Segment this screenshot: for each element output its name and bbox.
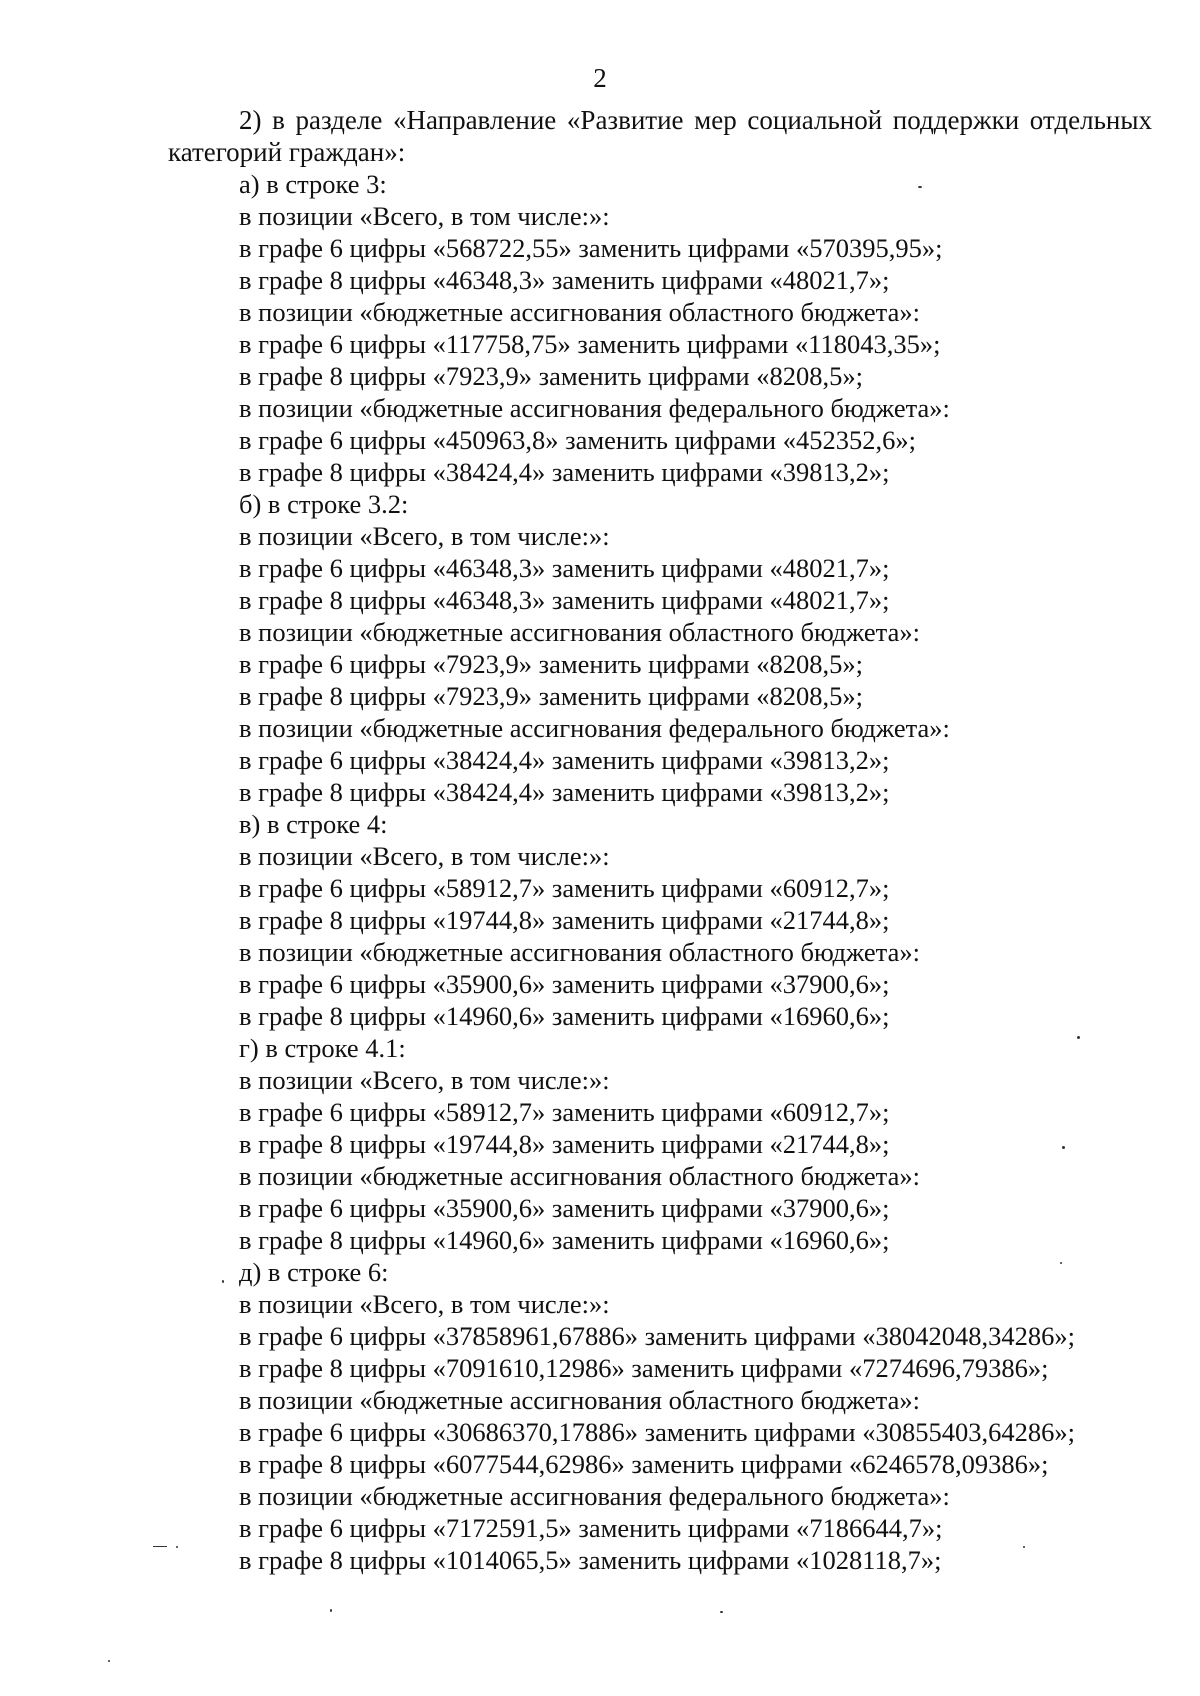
amendment-line: в графе 6 цифры «450963,8» заменить цифрами «452352,6»;	[239, 425, 916, 455]
amendment-line: д) в строке 6:	[239, 1257, 389, 1287]
scan-speck	[1023, 1546, 1025, 1548]
amendment-line: в графе 8 цифры «7923,9» заменить цифрами «8208,5»;	[239, 361, 863, 391]
scan-speck	[176, 1546, 178, 1548]
amendment-line: в позиции «бюджетные ассигнования областного бюджета»:	[239, 1385, 920, 1415]
amendment-line: в позиции «бюджетные ассигнования областного бюджета»:	[239, 1161, 920, 1191]
amendment-line: а) в строке 3:	[239, 169, 387, 199]
scan-speck	[1060, 1262, 1062, 1264]
amendment-line: в графе 6 цифры «30686370,17886» заменить цифрами «30855403,64286»;	[239, 1417, 1075, 1447]
section-intro-paragraph: 2) в разделе «Направление «Развитие мер социальной поддержки отдельных категорий граждан»:	[168, 105, 1152, 167]
scan-speck	[1062, 1146, 1065, 1149]
amendment-lines	[239, 168, 1169, 1576]
amendment-line: б) в строке 3.2:	[239, 489, 409, 519]
amendment-line: в позиции «бюджетные ассигнования областного бюджета»:	[239, 937, 920, 967]
amendment-line: в графе 6 цифры «35900,6» заменить цифрами «37900,6»;	[239, 1193, 890, 1223]
amendment-line: в позиции «бюджетные ассигнования федерального бюджета»:	[239, 393, 950, 423]
amendment-line: в графе 8 цифры «7923,9» заменить цифрами «8208,5»;	[239, 681, 863, 711]
amendment-line: в позиции «Всего, в том числе:»:	[239, 521, 610, 551]
amendment-line: в позиции «бюджетные ассигнования областного бюджета»:	[239, 297, 920, 327]
amendment-line: в позиции «бюджетные ассигнования федерального бюджета»:	[239, 1481, 950, 1511]
amendment-line: в графе 6 цифры «7923,9» заменить цифрами «8208,5»;	[239, 649, 863, 679]
scan-speck	[720, 1611, 723, 1613]
amendment-line: в графе 8 цифры «19744,8» заменить цифрами «21744,8»;	[239, 905, 890, 935]
amendment-line: в графе 8 цифры «14960,6» заменить цифрами «16960,6»;	[239, 1001, 890, 1031]
scan-speck	[330, 1609, 332, 1612]
amendment-line: в позиции «Всего, в том числе:»:	[239, 1289, 610, 1319]
amendment-line: в графе 6 цифры «46348,3» заменить цифрами «48021,7»;	[239, 553, 890, 583]
amendment-line: в графе 6 цифры «568722,55» заменить цифрами «570395,95»;	[239, 233, 943, 263]
scan-dash	[153, 1546, 167, 1547]
amendment-line: в графе 6 цифры «38424,4» заменить цифрами «39813,2»;	[239, 745, 890, 775]
amendment-line: в графе 6 цифры «58912,7» заменить цифрами «60912,7»;	[239, 873, 890, 903]
amendment-line: в графе 8 цифры «38424,4» заменить цифрами «39813,2»;	[239, 777, 890, 807]
amendment-line: в графе 8 цифры «7091610,12986» заменить цифрами «7274696,79386»;	[239, 1353, 1049, 1383]
amendment-line: г) в строке 4.1:	[239, 1033, 406, 1063]
scan-speck	[222, 1280, 224, 1283]
amendment-line: в графе 6 цифры «117758,75» заменить цифрами «118043,35»;	[239, 329, 941, 359]
amendment-line: в графе 6 цифры «58912,7» заменить цифрами «60912,7»;	[239, 1097, 890, 1127]
amendment-line: в графе 8 цифры «6077544,62986» заменить цифрами «6246578,09386»;	[239, 1449, 1049, 1479]
amendment-line: в графе 8 цифры «14960,6» заменить цифрами «16960,6»;	[239, 1225, 890, 1255]
scan-speck	[108, 1660, 110, 1662]
amendment-line: в графе 6 цифры «35900,6» заменить цифрами «37900,6»;	[239, 969, 890, 999]
amendment-line: в графе 8 цифры «46348,3» заменить цифрами «48021,7»;	[239, 585, 890, 615]
scan-speck	[1077, 1036, 1080, 1039]
amendment-line: в позиции «Всего, в том числе:»:	[239, 201, 610, 231]
amendment-line: в графе 8 цифры «1014065,5» заменить цифрами «1028118,7»;	[239, 1545, 942, 1575]
amendment-line: в графе 8 цифры «38424,4» заменить цифрами «39813,2»;	[239, 457, 890, 487]
amendment-line: в позиции «Всего, в том числе:»:	[239, 1065, 610, 1095]
scan-speck	[918, 186, 922, 188]
amendment-line: в графе 8 цифры «19744,8» заменить цифрами «21744,8»;	[239, 1129, 890, 1159]
amendment-line: в графе 6 цифры «7172591,5» заменить цифрами «7186644,7»;	[239, 1513, 943, 1543]
amendment-line: в графе 8 цифры «46348,3» заменить цифрами «48021,7»;	[239, 265, 890, 295]
amendment-line: в позиции «бюджетные ассигнования областного бюджета»:	[239, 617, 920, 647]
amendment-line: в) в строке 4:	[239, 809, 388, 839]
page-number: 2	[593, 63, 607, 93]
amendment-line: в позиции «Всего, в том числе:»:	[239, 841, 610, 871]
amendment-line: в графе 6 цифры «37858961,67886» заменить цифрами «38042048,34286»;	[239, 1321, 1075, 1351]
amendment-line: в позиции «бюджетные ассигнования федерального бюджета»:	[239, 713, 950, 743]
